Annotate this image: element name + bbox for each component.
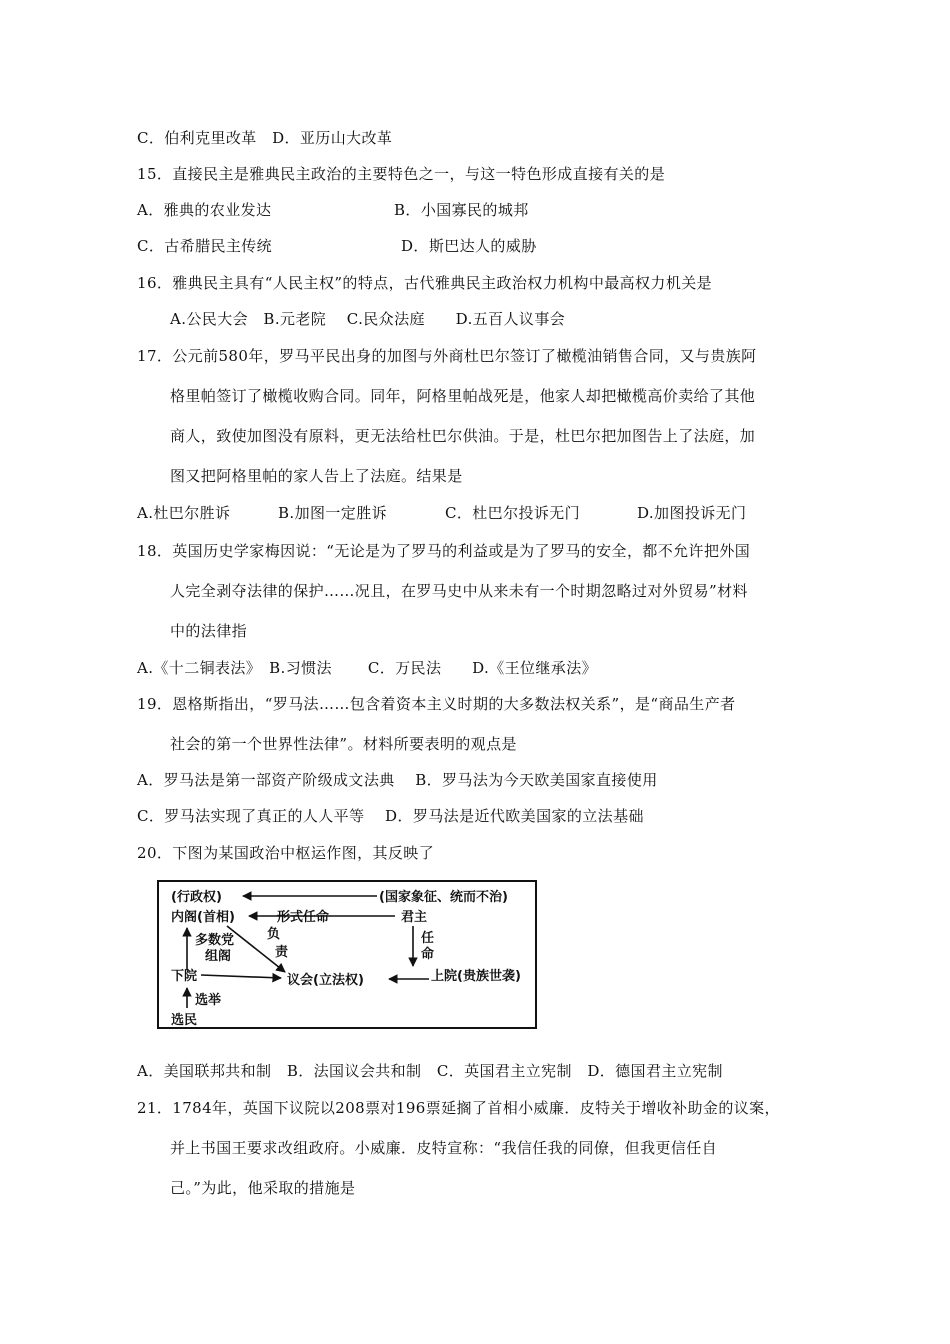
label-executive: (行政权) (171, 890, 222, 905)
question-15-stem: 15．直接民主是雅典民主政治的主要特色之一，与这一特色形成直接有关的是 (137, 165, 666, 183)
label-voters: 选民 (171, 1013, 198, 1028)
question-19-stem-1: 19．恩格斯指出，“罗马法……包含着资本主义时期的大多数法权关系”，是“商品生产者 (137, 695, 736, 713)
option-15d: D．斯巴达人的威胁 (401, 237, 537, 255)
label-parliament: 议会(立法权) (287, 973, 364, 988)
options-20: A．美国联邦共和制 B．法国议会共和制 C．英国君主立宪制 D．德国君主立宪制 (137, 1062, 723, 1080)
label-lower-house: 下院 (171, 969, 198, 984)
arrow-lower-to-parliament (201, 975, 281, 978)
question-17-stem-3: 商人，致使加图没有原料，更无法给杜巴尔供油。于是，杜巴尔把加图告上了法庭，加 (170, 427, 756, 445)
question-17-stem-1: 17．公元前580年，罗马平民出身的加图与外商杜巴尔签订了橄榄油销售合同，又与贵族阿 (137, 347, 757, 365)
option-17d: D.加图投诉无门 (637, 504, 747, 522)
options-16: A.公民大会 B.元老院 C.民众法庭 D.五百人议事会 (170, 310, 566, 328)
option-17a: A.杜巴尔胜诉 (137, 504, 231, 522)
label-appoint-2: 命 (421, 947, 435, 962)
option-15c: C．古希腊民主传统 (137, 237, 273, 255)
question-17-stem-2: 格里帕签订了橄榄收购合同。同年，阿格里帕战死是，他家人却把橄榄高价卖给了其他 (170, 387, 756, 405)
label-appoint-1: 任 (421, 931, 435, 946)
option-17b: B.加图一定胜诉 (278, 504, 387, 522)
options-19cd: C．罗马法实现了真正的人人平等 D．罗马法是近代欧美国家的立法基础 (137, 807, 644, 825)
label-upper-house: 上院(贵族世袭) (431, 969, 521, 984)
label-symbol: (国家象征、统而不治) (379, 890, 508, 905)
question-16-stem: 16．雅典民主具有“人民主权”的特点，古代雅典民主政治权力机构中最高权力机关是 (137, 274, 713, 292)
label-responsible-1: 负 (267, 927, 281, 942)
label-majority-party: 多数党 (195, 933, 235, 948)
options-19ab: A．罗马法是第一部资产阶级成文法典 B．罗马法为今天欧美国家直接使用 (137, 771, 658, 789)
label-formal-appoint: 形式任命 (277, 910, 330, 925)
question-18-stem-2: 人完全剥夺法律的保护……况且，在罗马史中从来未有一个时期忽略过对外贸易”材料 (170, 582, 748, 600)
label-cabinet: 内阁(首相) (171, 910, 235, 925)
question-21-stem-3: 己。”为此，他采取的措施是 (170, 1179, 356, 1197)
label-responsible-2: 责 (275, 945, 289, 960)
option-15a: A．雅典的农业发达 (137, 201, 272, 219)
question-21-stem-1: 21．1784年，英国下议院以208票对196票延搁了首相小威廉．皮特关于增收补助金的议案， (137, 1099, 780, 1117)
question-17-stem-4: 图又把阿格里帕的家人告上了法庭。结果是 (170, 467, 463, 485)
question-18-stem-1: 18．英国历史学家梅因说：“无论是为了罗马的利益或是为了罗马的安全，都不允许把外国 (137, 542, 751, 560)
label-elect: 选举 (195, 993, 222, 1008)
question-19-stem-2: 社会的第一个世界性法律”。材料所要表明的观点是 (170, 735, 517, 753)
option-15b: B．小国寡民的城邦 (394, 201, 529, 219)
option-17c: C．杜巴尔投诉无门 (445, 504, 581, 522)
option-line-14cd: C．伯利克里改革 D．亚历山大改革 (137, 129, 393, 147)
question-21-stem-2: 并上书国王要求改组政府。小威廉．皮特宣称：“我信任我的同僚，但我更信任自 (170, 1139, 718, 1157)
label-monarch: 君主 (401, 910, 428, 925)
question-20-stem: 20．下图为某国政治中枢运作图，其反映了 (137, 844, 435, 862)
options-18: A.《十二铜表法》 B.习惯法 C．万民法 D.《王位继承法》 (137, 659, 597, 677)
politics-diagram (157, 880, 537, 1030)
question-18-stem-3: 中的法律指 (170, 622, 248, 640)
label-form-cabinet: 组阁 (205, 949, 232, 964)
